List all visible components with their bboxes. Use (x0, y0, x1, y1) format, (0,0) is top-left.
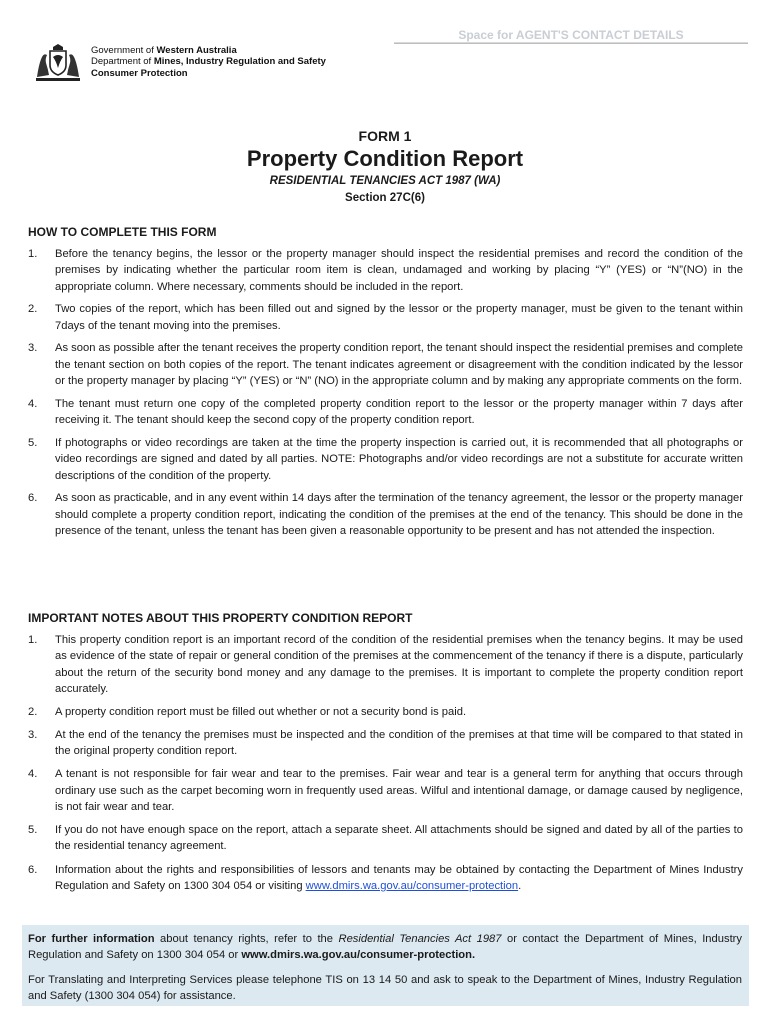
list-item-text: This property condition report is an important record of the condition of the residential premises when the tenancy begins. It may be used as evidence of the state of repair or general condition of the premises at the commencement of the tenancy if there is a dispute, particularly about the return of the security bond money and any damage to the premises. It is important to complete the property condition report accurately. (55, 634, 743, 695)
how-to-section (28, 225, 743, 546)
translating-services-text: For Translating and Interpreting Services please telephone TIS on 13 14 50 and ask to speak to the Department of Mines, Industry Regulation and Safety (1300 304 054) for assistance. (28, 973, 742, 1002)
gov-line1-bold: Western Australia (156, 44, 237, 56)
info-website: www.dmirs.wa.gov.au/consumer-protection. (241, 949, 476, 962)
list-item-text: A property condition report must be filled out whether or not a security bond is paid. (55, 705, 467, 718)
government-header (33, 40, 326, 84)
list-item-text: The tenant must return one copy of the completed property condition report to the lessor or the property manager within 7 days after receiving it. The tenant should keep the second copy of the property condition report. (55, 397, 743, 427)
list-item-number: 5. (28, 436, 38, 449)
list-item-number: 4. (28, 768, 38, 781)
important-notes-section (28, 611, 743, 901)
list-item (28, 396, 743, 429)
list-item-text: A tenant is not responsible for fair wear and tear to the premises. Fair wear and tear is a general term for anything that occurs through ordinary use such as the carpet becoming worn in frequently used areas. Wilful and intentional damage, or damage caused by negligence, is not fair wear and tear. (55, 768, 743, 814)
agent-contact-underline (394, 42, 748, 43)
list-item-text: Two copies of the report, which has been filled out and signed by the lessor or the property manager, must be given to the tenant within 7days of the tenant moving into the premises. (55, 303, 743, 332)
important-notes-heading: IMPORTANT NOTES ABOUT THIS PROPERTY CONDITION REPORT (28, 611, 413, 625)
list-item-text: If photographs or video recordings are taken at the time the property inspection is carried out, it is recommended that all photographs or video recordings are signed and dated by all parties. NOTE: Photographs and/or video recordings are not a substitute for accurate written descriptions of the condition of the property. (55, 436, 743, 482)
list-item-number: 4. (28, 397, 38, 410)
list-item-number: 3. (28, 729, 38, 742)
list-item-number: 1. (28, 248, 38, 260)
act-reference: RESIDENTIAL TENANCIES ACT 1987 (WA) (269, 175, 501, 187)
info-act-name: Residential Tenancies Act 1987 (338, 933, 502, 945)
list-item-number: 3. (28, 342, 38, 355)
further-information-box (22, 925, 749, 1006)
gov-line1-prefix: Government of (91, 44, 157, 56)
gov-line2-bold: Mines, Industry Regulation and Safety (153, 56, 326, 68)
list-item-number: 2. (28, 303, 38, 316)
list-item-text: Before the tenancy begins, the lessor or the property manager should inspect the residential premises and record the condition of the premises by indicating whether the particular room item is clean, undamaged and working by placing “Y” (YES) or “N”(NO) in the appropriate column. Where necessary, comments should be included in the report. (55, 248, 743, 293)
title-block (0, 128, 770, 206)
info-text: about tenancy rights, refer to the (154, 933, 339, 945)
list-item-text: As soon as practicable, and in any event within 14 days after the termination of the tenancy agreement, the lessor or the property manager should complete a property condition report, indicating the condition of the premises at the end of the tenancy. This should be done in the presence of the tenant, unless the tenant has been given a reasonable opportunity to be present and has not attended the inspection. (55, 492, 743, 537)
agent-contact-label: Space for AGENT'S CONTACT DETAILS (458, 28, 684, 42)
list-item (28, 704, 743, 720)
list-item-text: If you do not have enough space on the report, attach a separate sheet. All attachments should be signed and dated by all of the parties to the residential tenancy agreement. (55, 824, 743, 853)
list-item-text: Information about the rights and responsibilities of lessors and tenants may be obtained by contacting the Department of Mines Industry Regulation and Safety on 1300 304 054 or visiting (55, 863, 743, 892)
how-to-list (28, 246, 743, 539)
list-item-text: As soon as possible after the tenant receives the property condition report, the tenant should inspect the residential premises and complete the tenant section on both copies of the report. The tenant indicates agreement or disagreement with the condition indicated by the lessor or the property manager by placing “Y” (YES) or “N” (NO) in the appropriate column and by making any appropriate comments on the form. (55, 342, 743, 388)
list-item (28, 490, 743, 539)
list-item-text-end: . (518, 879, 522, 892)
list-item (28, 301, 743, 334)
list-item (28, 862, 743, 895)
section-reference: Section 27C(6) (345, 192, 425, 204)
gov-line3: Consumer Protection (91, 67, 188, 79)
list-item (28, 435, 743, 484)
list-item-number: 6. (28, 492, 38, 505)
list-item (28, 340, 743, 389)
list-item (28, 632, 743, 697)
list-item (28, 822, 743, 855)
info-text-contact: or contact the Department of Mines, Industry Regulation and Safety on 1300 304 054 or (28, 933, 742, 962)
info-bold-lead: For further information (28, 933, 155, 945)
list-item-number: 6. (28, 863, 38, 876)
list-item-number: 1. (28, 634, 38, 646)
page-title: Property Condition Report (246, 146, 524, 171)
wa-coat-of-arms-icon (33, 41, 83, 83)
how-to-heading: HOW TO COMPLETE THIS FORM (28, 225, 217, 239)
list-item (28, 246, 743, 295)
list-item-number: 5. (28, 824, 38, 837)
list-item-number: 2. (28, 705, 38, 718)
list-item-text: At the end of the tenancy the premises must be inspected and the condition of the premises at that time will be compared to that stated in the original property condition report. (55, 729, 743, 758)
consumer-protection-link[interactable]: www.dmirs.wa.gov.au/consumer-protection (305, 879, 519, 892)
list-item (28, 766, 743, 815)
further-information-text (28, 931, 742, 964)
gov-line2-prefix: Department of (91, 56, 154, 68)
list-item (28, 727, 743, 760)
form-number: FORM 1 (358, 128, 412, 144)
agent-contact-box[interactable] (394, 29, 748, 44)
important-notes-list (28, 632, 743, 894)
